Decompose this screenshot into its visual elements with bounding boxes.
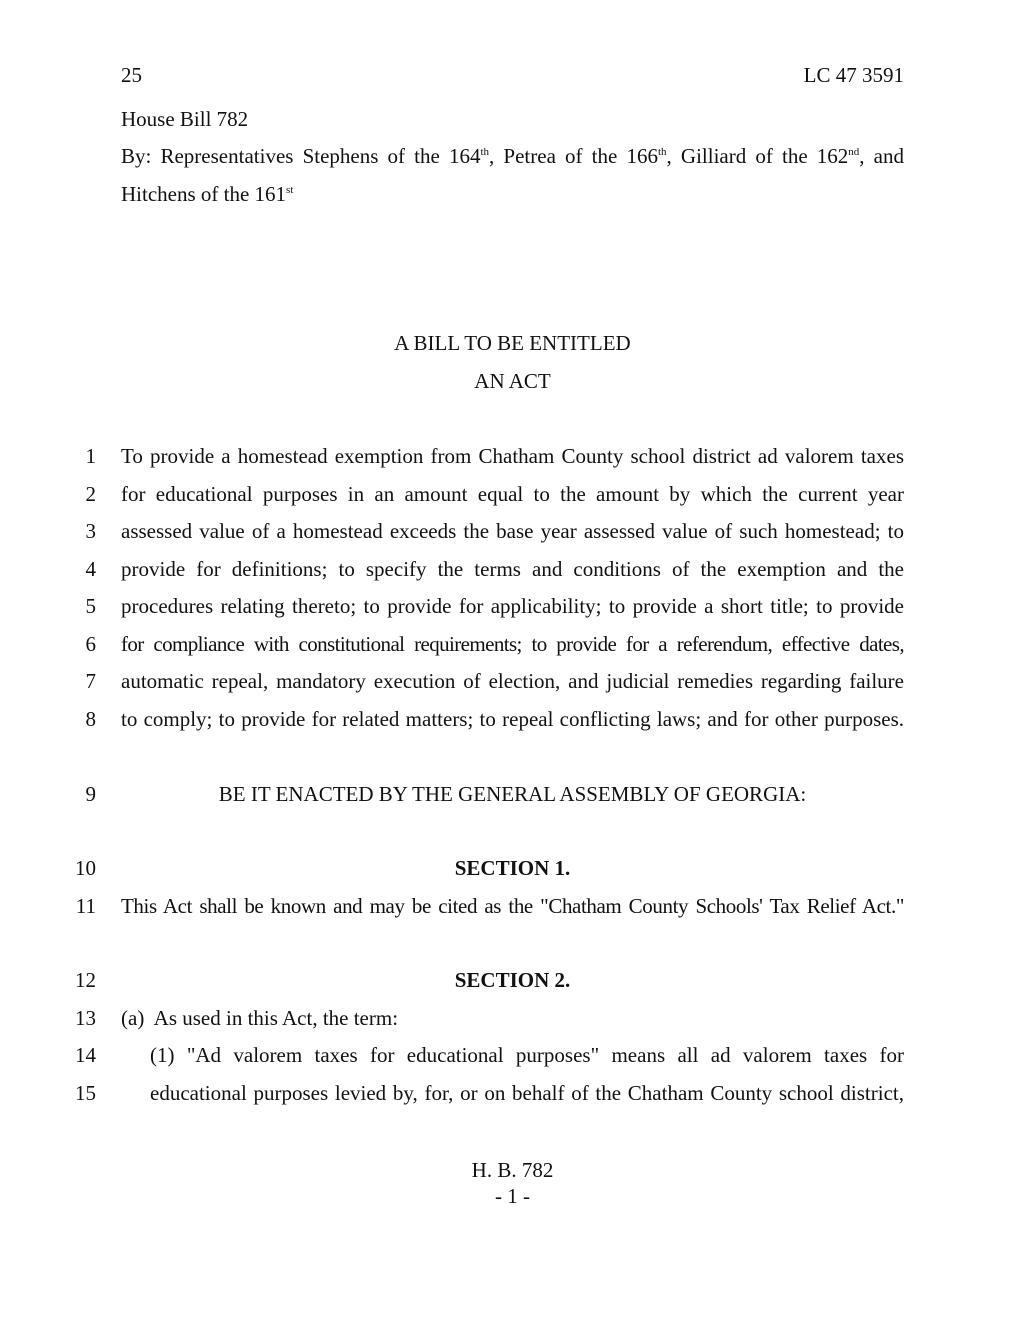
body-line: to comply; to provide for related matters; to repeal conflicting laws; and for other purposes. (121, 707, 904, 731)
sponsors-part-2: , Petrea of the 166 (489, 144, 658, 168)
body-line: assessed value of a homestead exceeds the base year assessed value of such homestead; to (121, 519, 904, 543)
body-line: for compliance with constitutional requirements; to provide for a referendum, effective dates, (121, 632, 904, 656)
body-line: procedures relating thereto; to provide for applicability; to provide a short title; to provide (121, 594, 904, 618)
line-number: 8 (85, 707, 96, 731)
bill-title: House Bill 782 (121, 107, 249, 131)
body-line: for educational purposes in an amount equal to the amount by which the current year (121, 482, 904, 506)
sponsors-line-2 (121, 181, 293, 207)
line-number: 11 (75, 894, 96, 918)
sponsors-prefix: By: Representatives Stephens of the 164 (121, 144, 481, 168)
line-number: 1 (85, 444, 96, 468)
line-number: 4 (85, 557, 96, 581)
sponsor-sup-3: nd (848, 146, 860, 158)
line-number: 7 (85, 669, 96, 693)
sponsor-sup-4: st (286, 184, 294, 196)
section-2-heading: SECTION 2. (454, 968, 571, 992)
body-line: automatic repeal, mandatory execution of election, and judicial remedies regarding failure (121, 669, 904, 693)
body-line: (a) As used in this Act, the term: (121, 1006, 399, 1030)
sponsors-part-4: , and (859, 144, 904, 168)
body-line: provide for definitions; to specify the terms and conditions of the exemption and the (121, 557, 904, 581)
footer-page: - 1 - (495, 1184, 530, 1208)
line-number: 12 (75, 968, 96, 992)
footer-bill-ref: H. B. 782 (471, 1158, 554, 1182)
line-number: 6 (85, 632, 96, 656)
line-number: 5 (85, 594, 96, 618)
sponsors-part-3: , Gilliard of the 162 (666, 144, 849, 168)
sponsor-sup-2: th (657, 146, 667, 158)
heading-an-act: AN ACT (474, 369, 551, 393)
body-line: (1) "Ad valorem taxes for educational purposes" means all ad valorem taxes for (150, 1043, 904, 1067)
line-number: 14 (75, 1043, 96, 1067)
line-number: 3 (85, 519, 96, 543)
sponsors-line2-text: Hitchens of the 161 (121, 182, 287, 206)
enacting-clause: BE IT ENACTED BY THE GENERAL ASSEMBLY OF GEORGIA: (218, 782, 807, 806)
line-number: 13 (75, 1006, 96, 1030)
page-number: 25 (121, 63, 142, 87)
body-line: To provide a homestead exemption from Chatham County school district ad valorem taxes (121, 444, 904, 468)
sponsors-line-1 (121, 143, 904, 169)
lc-code: LC 47 3591 (803, 63, 904, 87)
heading-bill-entitled: A BILL TO BE ENTITLED (394, 331, 631, 355)
line-number: 15 (75, 1081, 96, 1105)
body-line: This Act shall be known and may be cited as the "Chatham County Schools' Tax Relief Act." (121, 894, 904, 918)
section-1-heading: SECTION 1. (454, 856, 571, 880)
line-number: 10 (75, 856, 96, 880)
line-number: 9 (85, 782, 96, 806)
sponsor-sup-1: th (480, 146, 490, 158)
body-line: educational purposes levied by, for, or on behalf of the Chatham County school district, (150, 1081, 904, 1105)
line-number: 2 (85, 482, 96, 506)
